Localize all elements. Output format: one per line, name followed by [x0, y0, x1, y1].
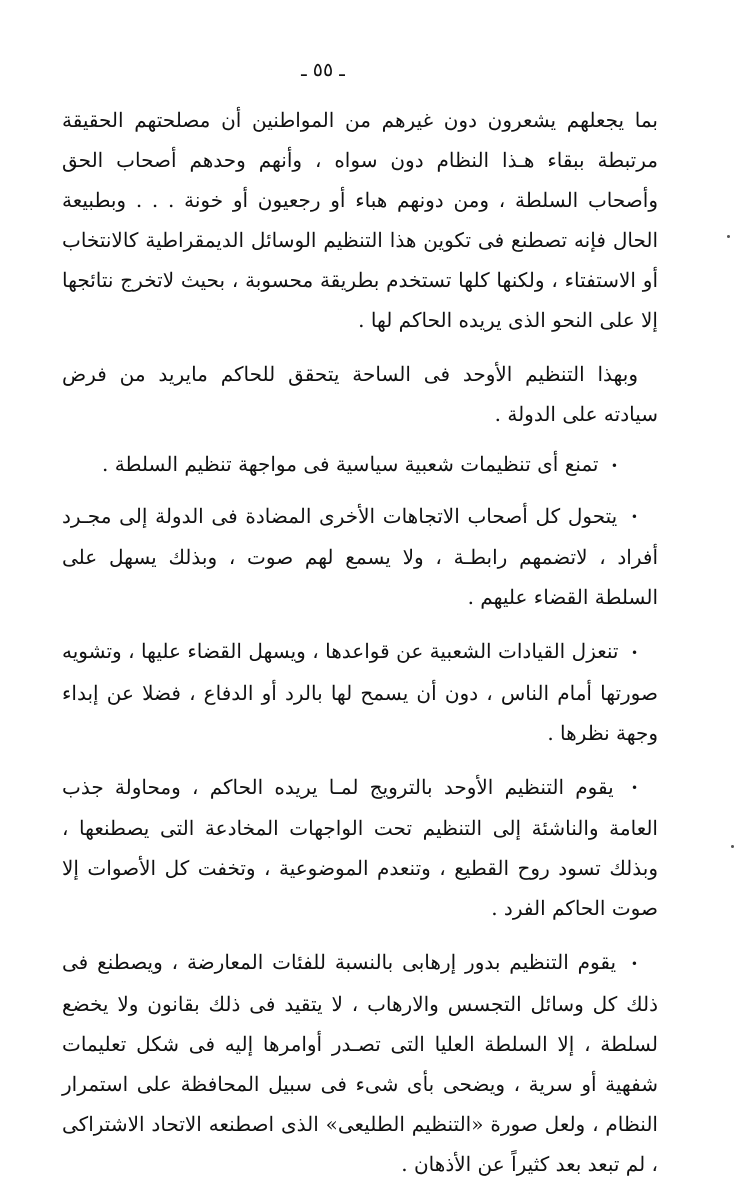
bullet-text: يقوم التنظيم الأوحد بالترويج لمـا يريده الحاكم ، ومحاولة جذب العامة والناشئة إلى التنظيم تحت الواجهات المخادعة التى يصطنعها ، وبذلك تسود روح القطيع ، وتنعدم الموضوعية ، وتخفت كل الأصوات إلا صوت الحاكم الفرد . — [62, 774, 658, 920]
bullet-item-1 — [62, 444, 658, 486]
bullet-item-4 — [62, 767, 658, 929]
text-body — [62, 100, 658, 1184]
bullet-item-5 — [62, 942, 658, 1184]
bullet-text: يتحول كل أصحاب الاتجاهات الأخرى المضادة فى الدولة إلى مجـرد أفراد ، لاتضمهم رابطـة ، ولا يسمع لهم صوت ، وبذلك يسهل على السلطة القضاء عليهم . — [62, 503, 658, 609]
bullet-item-2 — [62, 496, 658, 618]
bullet-icon: • — [610, 458, 618, 473]
bullet-text: تمنع أى تنظيمات شعبية سياسية فى مواجهة تنظيم السلطة . — [102, 452, 599, 476]
bullet-text: يقوم التنظيم بدور إرهابى بالنسبة للفئات المعارضة ، ويصطنع فى ذلك كل وسائل التجسس والارهاب ، لا يتقيد فى ذلك بقانون ولا يخضع لسلطة ، إلا السلطة العليا التى تصـدر أوامرها إليه فى شكل تعليمات شفهية أو سرية ، ويضحى بأى شىء فى سبيل المحافظة على استمرار النظام ، ولعل صورة «التنظيم الطليعى» الذى اصطنعه الاتحاد الاشتراكى ، لم تبعد بعد كثيراً عن الأذهان . — [62, 950, 658, 1176]
bullet-item-3 — [62, 631, 658, 753]
scan-speck — [731, 845, 734, 848]
bullet-text: تنعزل القيادات الشعبية عن قواعدها ، ويسهل القضاء عليها ، وتشويه صورتها أمام الناس ، دون أن يسمح لها بالرد أو الدفاع ، فضلا عن إبداء وجهة نظرها . — [62, 639, 658, 745]
scan-speck — [727, 235, 730, 238]
bullet-icon: • — [630, 510, 638, 524]
bullet-icon: • — [630, 956, 638, 971]
bullet-icon: • — [630, 781, 639, 795]
bullet-icon: • — [630, 645, 639, 660]
page-number: ـ ٥٥ ـ — [301, 59, 345, 81]
paragraph-single-organization: وبهذا التنظيم الأوحد فى الساحة يتحقق للحاكم مايريد من فرض سيادته على الدولة . — [62, 362, 658, 426]
paragraph-intro: بما يجعلهم يشعرون دون غيرهم من المواطنين أن مصلحتهم الحقيقة مرتبطة ببقاء هـذا النظام دون سواه ، وأنهم وحدهم أصحاب الحق وأصحاب السلطة ، ومن دونهم هباء أو رجعيون أو خونة . . . وبطبيعة الحال فإنه تصطنع فى تكوين هذا التنظيم الوسائل الديمقراطية كالانتخاب أو الاستفتاء ، ولكنها كلها تستخدم بطريقة محسوبة ، بحيث لاتخرج نتائجها إلا على النحو الذى يريده الحاكم لها . — [62, 108, 658, 332]
